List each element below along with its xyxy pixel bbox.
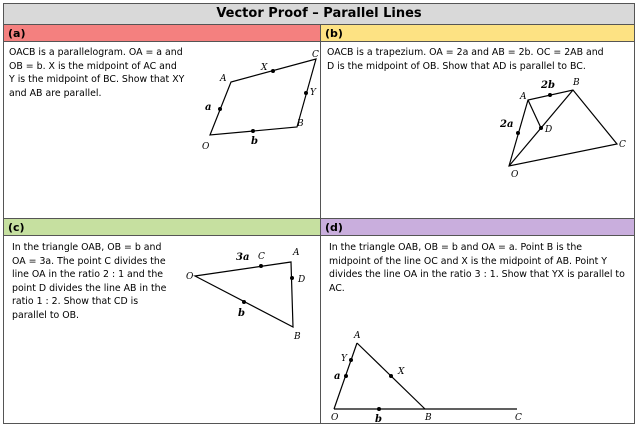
- label-c-point-d: D: [298, 275, 306, 285]
- worksheet: [3, 3, 635, 424]
- panel-b-header: (b): [321, 25, 634, 42]
- label-b-vector-2b: 2b: [541, 80, 555, 91]
- label-c-vector-b: b: [238, 308, 245, 319]
- label-b-point-d: D: [545, 125, 553, 135]
- label-b-vertex-a: A: [520, 92, 527, 102]
- panel-d-diagram: [321, 219, 634, 423]
- panel-c-line-3: line OA in the ratio 2 : 1 and the: [12, 269, 164, 281]
- point-y-marker-d: [349, 358, 353, 362]
- arrow-b-marker: [251, 129, 255, 133]
- panel-d-header: (d): [321, 219, 634, 236]
- panel-c-line-5: ratio 1 : 2. Show that CD is: [12, 296, 139, 308]
- arrow-b-marker-c: [242, 300, 246, 304]
- point-x-marker-d: [389, 374, 393, 378]
- label-d-point-y: Y: [341, 354, 347, 364]
- point-c-marker: [259, 264, 263, 268]
- label-c-vertex-o: O: [186, 272, 194, 282]
- label-d-vector-b: b: [375, 414, 382, 425]
- panel-b-line-1: OACB is a trapezium. OA = 2a and AB = 2b. OC = 2AB and: [327, 47, 604, 58]
- segment-ad: [528, 100, 541, 128]
- panel-b: [321, 25, 634, 219]
- panel-a-line-3: Y is the midpoint of BC. Show that XY: [9, 74, 185, 86]
- point-y-marker: [304, 91, 308, 95]
- panel-c-line-2: OA = 3a. The point C divides the: [12, 255, 166, 267]
- label-b-vector-2a: 2a: [500, 119, 514, 130]
- panel-c: [4, 219, 321, 423]
- point-d-marker: [539, 126, 543, 130]
- label-a-vertex-c: C: [312, 50, 319, 60]
- label-b-vertex-b: B: [573, 78, 580, 88]
- label-d-vertex-a: A: [354, 331, 361, 341]
- panel-c-line-4: point D divides the line AB in the: [12, 282, 167, 294]
- label-b-vertex-c: C: [619, 140, 626, 150]
- panel-b-line-2: D is the midpoint of OB. Show that AD is parallel to BC.: [327, 60, 586, 72]
- panel-b-diagram: [321, 25, 634, 219]
- panel-a: [4, 25, 321, 219]
- arrow-2b-marker: [548, 93, 552, 97]
- label-a-point-x: X: [261, 63, 268, 73]
- panel-a-header: (a): [4, 25, 320, 42]
- panel-d-line-4: AC.: [329, 282, 345, 294]
- label-d-vertex-o: O: [331, 413, 339, 423]
- panel-c-line-1: In the triangle OAB, OB = b and: [12, 242, 162, 253]
- panel-a-diagram: [4, 25, 321, 219]
- panel-c-diagram: [4, 219, 321, 423]
- arrow-a-marker-d: [344, 374, 348, 378]
- label-d-vertex-b: B: [425, 413, 432, 423]
- label-a-vector-a: a: [205, 102, 212, 113]
- worksheet-title: Vector Proof – Parallel Lines: [4, 4, 634, 25]
- label-d-point-x: X: [398, 367, 405, 377]
- panel-d: [321, 219, 634, 423]
- point-d-marker-c: [290, 276, 294, 280]
- panel-d-line-3: divides the line OA in the ratio 3 : 1. Show that YX is parallel to: [329, 269, 625, 281]
- label-d-vertex-c: C: [515, 413, 522, 423]
- label-a-vertex-b: B: [297, 119, 304, 129]
- panel-c-header: (c): [4, 219, 320, 236]
- label-c-point-c: C: [258, 252, 265, 262]
- label-b-vertex-o: O: [511, 170, 519, 180]
- label-c-vector-3a: 3a: [236, 252, 250, 263]
- panel-a-line-4: and AB are parallel.: [9, 87, 102, 99]
- panel-c-line-6: parallel to OB.: [12, 309, 80, 321]
- label-c-vertex-b: B: [294, 332, 301, 342]
- label-d-vector-a: a: [334, 371, 341, 382]
- panel-d-line-1: In the triangle OAB, OB = b and OA = a. Point B is the: [329, 242, 583, 253]
- label-a-vertex-a: A: [220, 74, 227, 84]
- label-a-vertex-o: O: [202, 142, 210, 152]
- arrow-b-marker-d: [377, 407, 381, 411]
- label-c-vertex-a: A: [293, 248, 300, 258]
- label-a-vector-b: b: [251, 136, 258, 147]
- panel-a-line-2: OB = b. X is the midpoint of AC and: [9, 60, 177, 72]
- panel-d-line-2: midpoint of the line OC and X is the midpoint of AB. Point Y: [329, 255, 607, 267]
- label-a-point-y: Y: [310, 88, 316, 98]
- panel-a-line-1: OACB is a parallelogram. OA = a and: [9, 47, 183, 58]
- point-x-marker: [271, 69, 275, 73]
- arrow-a-marker: [218, 107, 222, 111]
- arrow-2a-marker: [516, 131, 520, 135]
